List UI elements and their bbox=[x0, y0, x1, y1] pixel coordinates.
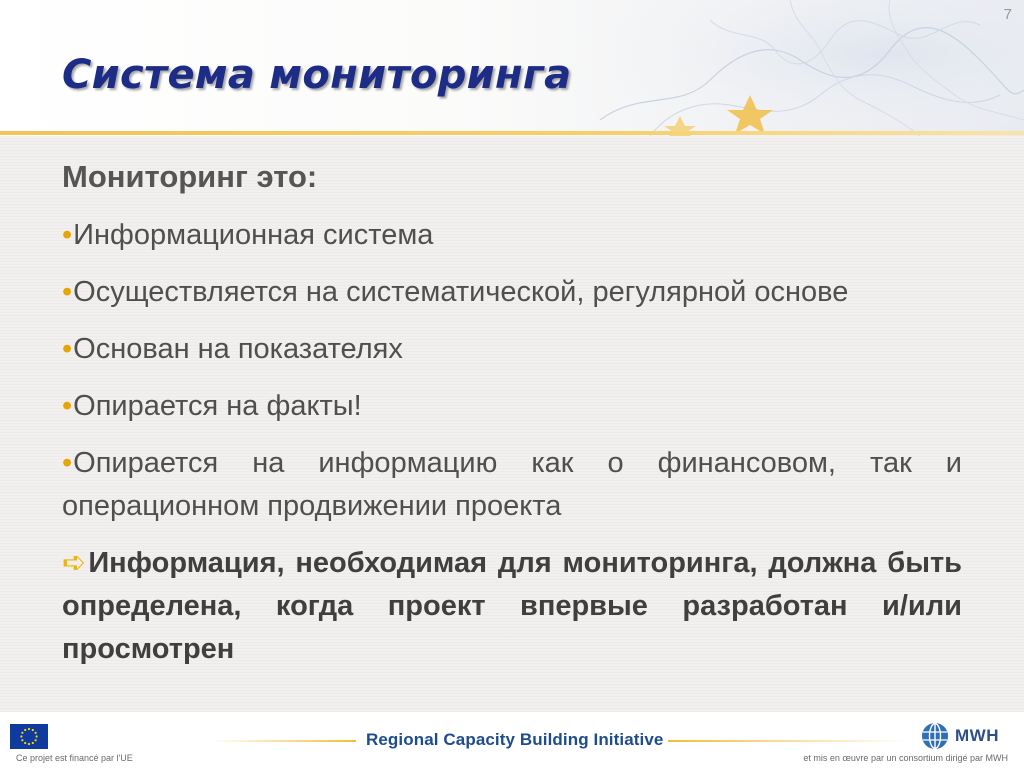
bullet-item bbox=[62, 271, 962, 314]
bullet-text: Основан на показателях bbox=[73, 333, 403, 365]
bullet-dot-icon: • bbox=[62, 390, 73, 422]
lead-heading: Мониторинг это: bbox=[62, 159, 318, 194]
bullet-item bbox=[62, 385, 962, 428]
footer-consortium-note: et mis en œuvre par un consortium dirigé par MWH bbox=[803, 753, 1008, 763]
bullet-dot-icon: • bbox=[62, 333, 73, 365]
bullet-text: Опирается на информацию как о финансовом, так и операционном продвижении проекта bbox=[62, 447, 962, 522]
bullet-item bbox=[62, 214, 962, 257]
bullet-text: Опирается на факты! bbox=[73, 390, 362, 422]
mwh-logo-text: MWH bbox=[955, 726, 999, 745]
bullet-dot-icon: • bbox=[62, 276, 73, 308]
slide-title: Система мониторинга bbox=[62, 52, 572, 98]
eu-flag-icon bbox=[10, 724, 48, 749]
header-accent-rule bbox=[0, 131, 1024, 135]
emphasis-statement bbox=[62, 542, 962, 671]
footer-divider-left bbox=[210, 740, 356, 742]
footer-divider-right bbox=[668, 740, 908, 742]
emphasis-text: Информация, необходимая для мониторинга, должна быть определена, когда проект впервые разработан и/или просмотрен bbox=[62, 547, 962, 665]
bullet-item bbox=[62, 442, 962, 528]
globe-icon bbox=[921, 722, 949, 750]
content-body bbox=[62, 156, 962, 671]
header-band bbox=[0, 0, 1024, 136]
footer-funded-note: Ce projet est financé par l'UE bbox=[16, 753, 133, 763]
bullet-item bbox=[62, 328, 962, 371]
footer bbox=[0, 712, 1024, 768]
footer-initiative-title: Regional Capacity Building Initiative bbox=[366, 730, 664, 749]
right-arrow-icon: ➪ bbox=[62, 547, 87, 579]
bullet-dot-icon: • bbox=[62, 447, 73, 479]
page-number: 7 bbox=[1003, 6, 1012, 23]
bullet-list bbox=[62, 214, 962, 528]
europe-map-graphic bbox=[560, 0, 1024, 136]
bullet-dot-icon: • bbox=[62, 219, 73, 251]
bullet-text: Информационная система bbox=[73, 219, 434, 251]
bullet-text: Осуществляется на систематической, регулярной основе bbox=[73, 276, 849, 308]
